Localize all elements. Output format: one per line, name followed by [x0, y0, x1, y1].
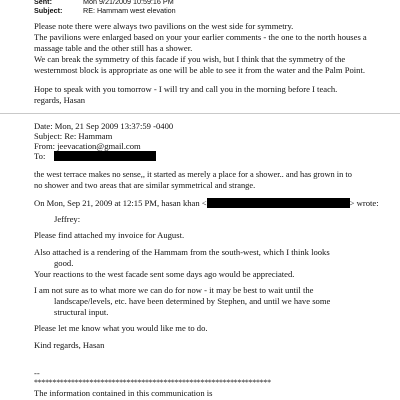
- message1-signoff: regards, Hasan: [34, 95, 86, 105]
- quote-intro-text: On Mon, Sep 21, 2009 at 12:15 PM, hasan khan <: [34, 198, 207, 208]
- quote-line4: I am not sure as to what more we can do for now - it may be best to wait until the: [34, 285, 314, 295]
- message1-line3: massage table and the other still has a shower.: [34, 43, 193, 53]
- subject-line: Subject: Re: Hammam: [34, 131, 113, 141]
- redaction-bar: [207, 198, 350, 208]
- to-line: [34, 151, 396, 162]
- message1-line5: westernmost block is appropriate as one will be able to see it from the water and the Palm Point.: [34, 65, 366, 75]
- quote-intro-end: > wrote:: [349, 198, 379, 208]
- quote-signoff: Kind regards, Hasan: [34, 340, 105, 350]
- quote-line5: Please let me know what you would like me to do.: [34, 323, 208, 333]
- quote-line2: Also attached is a rendering of the Hammam from the south-west, which I think looks: [34, 247, 330, 257]
- quote-line4c: structural input.: [54, 307, 109, 317]
- quote-line1: Please find attached my invoice for August.: [34, 230, 185, 240]
- date-line: Date: Mon, 21 Sep 2009 13:37:59 -0400: [34, 121, 174, 131]
- message1-line6: Hope to speak with you tomorrow - I will try and call you in the morning before I teach.: [34, 84, 338, 94]
- sent-label: Sent:: [34, 0, 52, 6]
- quote-salutation: Jeffrey:: [54, 214, 81, 224]
- divider: [0, 113, 400, 114]
- message2-line2: no shower and two areas that are similar symmetrical and strange.: [34, 181, 256, 190]
- sent-value: Mon 9/21/2009 10:59:16 PM: [83, 0, 174, 6]
- to-label: To:: [34, 151, 46, 161]
- disclaimer-line: The information contained in this communication is: [34, 388, 213, 398]
- quote-line3: Your reactions to the west facade sent some days ago would be appreciated.: [34, 269, 295, 279]
- subject-label: Subject:: [34, 6, 63, 15]
- redaction-bar: [54, 151, 156, 161]
- stars-separator: ****************************************************************: [34, 378, 271, 387]
- from-line: From: jeevacation@gmail.com: [34, 141, 141, 151]
- message1-line2: The pavilions were enlarged based on your your earlier comments - the one to the north houses a: [34, 32, 367, 42]
- subject-value: RE: Hammam west elevation: [83, 6, 176, 15]
- message2-line1: the west terrace makes no sense,, it started as merely a place for a shower.. and has grown in to: [34, 170, 352, 179]
- quote-intro: [34, 198, 396, 209]
- quote-line2b: good.: [54, 258, 74, 268]
- signature-dashes: --: [34, 368, 40, 378]
- message1-line1: Please note there were always two pavilions on the west side for symmetry.: [34, 21, 294, 31]
- message1-line4: We can break the symmetry of this facade if you wish, but I think that the symmetry of the: [34, 54, 346, 64]
- quote-line4b: landscape/levels, etc. have been determined by Stephen, and until we have some: [54, 296, 331, 306]
